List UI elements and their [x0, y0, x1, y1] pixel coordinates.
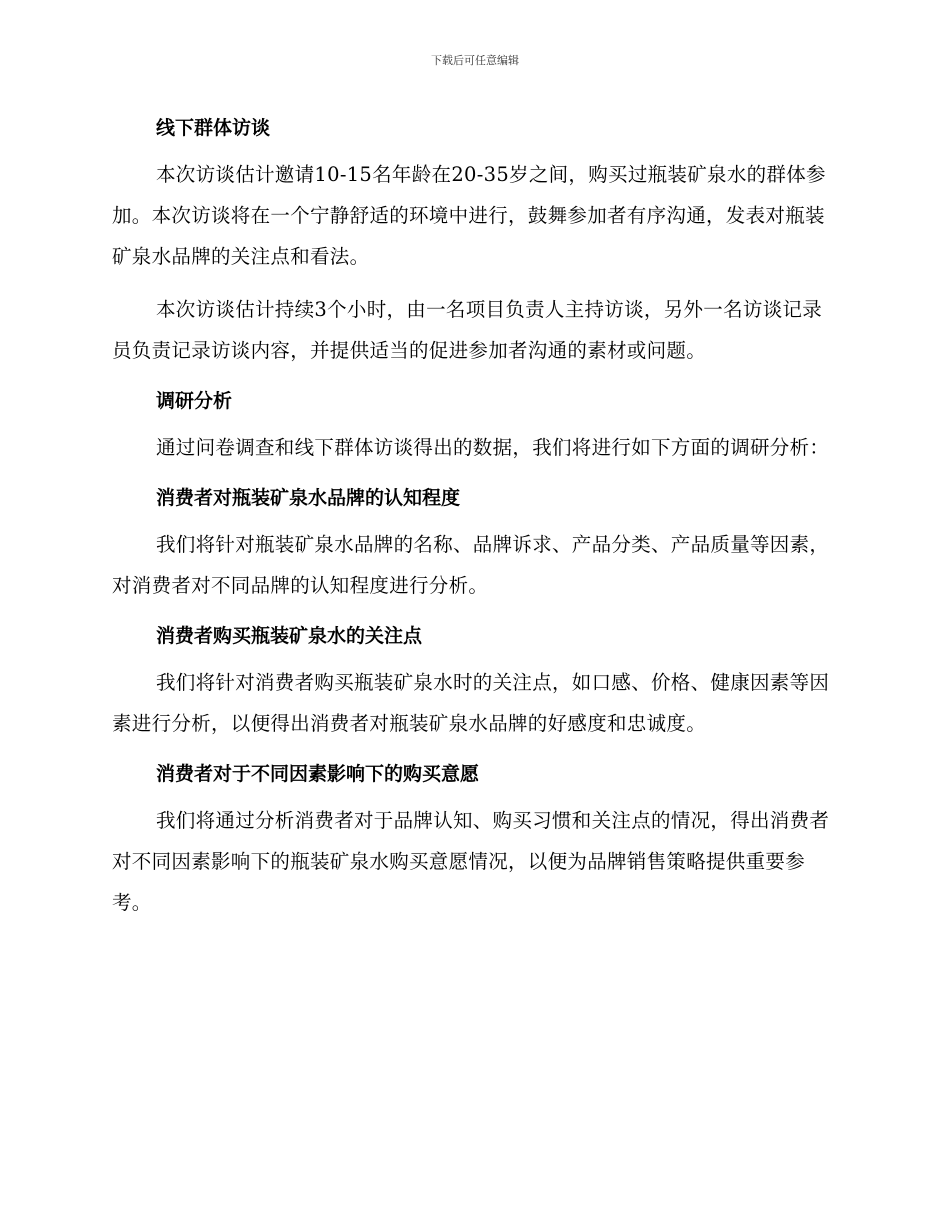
section-heading-brand-awareness: 消费者对瓶装矿泉水品牌的认知程度: [156, 487, 461, 509]
paragraph-interview-duration: 本次访谈估计持续3个小时，由一名项目负责人主持访谈，另外一名访谈记录员负责记录访谈内容，并提供适当的促进参加者沟通的素材或问题。: [112, 298, 823, 362]
paragraph-purchase-intention: 我们将通过分析消费者对于品牌认知、购买习惯和关注点的情况，得出消费者对不同因素影响下的瓶装矿泉水购买意愿情况，以便为品牌销售策略提供重要参考。: [112, 809, 830, 914]
paragraph-brand-awareness: 我们将针对瓶装矿泉水品牌的名称、品牌诉求、产品分类、产品质量等因素，对消费者对不同品牌的认知程度进行分析。: [112, 533, 830, 597]
paragraph-analysis-intro: 通过问卷调查和线下群体访谈得出的数据，我们将进行如下方面的调研分析：: [156, 436, 830, 459]
paragraph-purchase-concerns: 我们将针对消费者购买瓶装矿泉水时的关注点，如口感、价格、健康因素等因素进行分析，以便得出消费者对瓶装矿泉水品牌的好感度和忠诚度。: [112, 671, 830, 735]
document-body: [112, 110, 832, 923]
section-heading-research-analysis: 调研分析: [156, 390, 233, 412]
section-heading-purchase-concerns: 消费者购买瓶装矿泉水的关注点: [156, 625, 423, 647]
section-heading-offline-interview: 线下群体访谈: [156, 117, 271, 139]
section-heading-purchase-intention: 消费者对于不同因素影响下的购买意愿: [156, 763, 480, 785]
page-header: 下载后可任意编辑: [431, 54, 519, 67]
paragraph-interview-participants: 本次访谈估计邀请10-15名年龄在20-35岁之间，购买过瓶装矿泉水的群体参加。本次访谈将在一个宁静舒适的环境中进行，鼓舞参加者有序沟通，发表对瓶装矿泉水品牌的关注点和看法。: [112, 163, 826, 268]
